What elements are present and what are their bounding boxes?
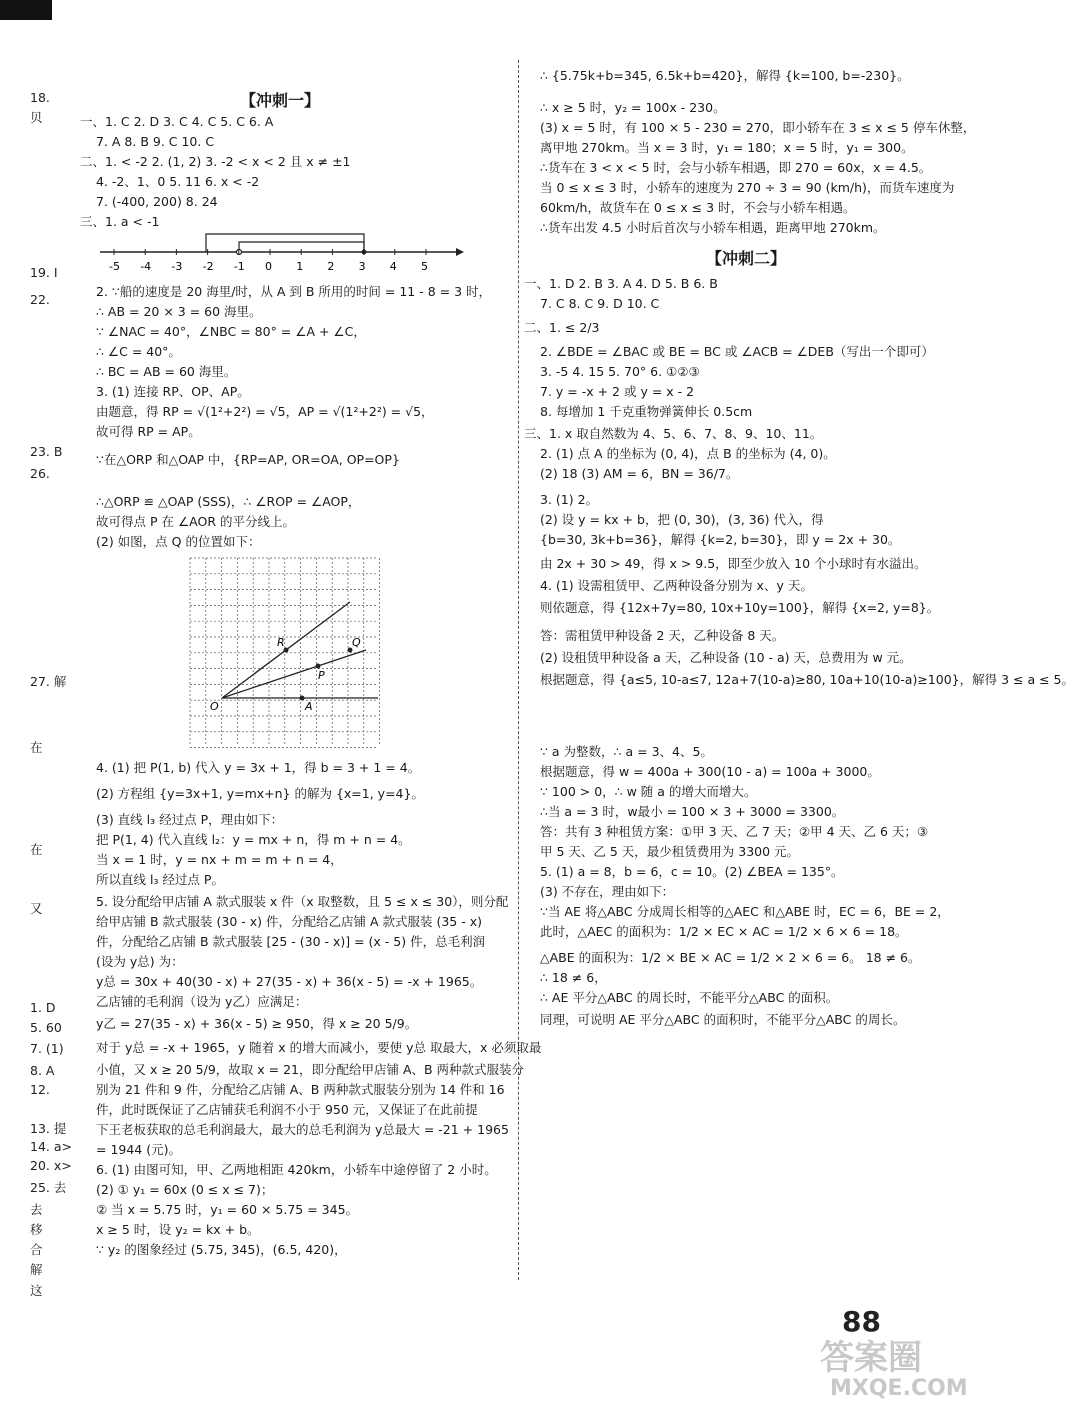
answer-line: (2) 方程组 {y=3x+1, y=mx+n} 的解为 {x=1, y=4}。 — [96, 786, 424, 801]
answer-line: 三、1. a < -1 — [80, 214, 160, 229]
answer-line: ∴ {5.75k+b=345, 6.5k+b=420}，解得 {k=100, b=-230}。 — [540, 68, 910, 83]
scan-edge-bar — [0, 0, 52, 20]
answer-line: ∴ x ≥ 5 时，y₂ = 100x - 230。 — [540, 100, 726, 115]
answer-line: 由题意，得 RP = √(1²+2²) = √5，AP = √(1²+2²) = √5， — [96, 404, 434, 419]
answer-line: 乙店铺的毛利润（设为 y乙）应满足： — [96, 994, 308, 1009]
margin-fragment: 26. — [30, 466, 50, 481]
number-line-tick-label: -2 — [202, 260, 214, 273]
answer-line: 当 x = 1 时，y = nx + m = m + n = 4， — [96, 852, 343, 867]
watermark-logo — [800, 1320, 990, 1415]
watermark-top: 答案圈 — [820, 1338, 922, 1378]
answer-line: ② 当 x = 5.75 时，y₁ = 60 × 5.75 = 345。 — [96, 1202, 359, 1217]
answer-line: 7. y = -x + 2 或 y = x - 2 — [540, 384, 695, 399]
margin-fragment: 25. 去 — [30, 1180, 67, 1195]
answer-line: 5. (1) a = 8，b = 6，c = 10。(2) ∠BEA = 135°。 — [540, 864, 844, 879]
number-line-tick-label: 2 — [327, 260, 335, 273]
answer-line: ∴当 a = 3 时，w最小 = 100 × 3 + 3000 = 3300。 — [540, 804, 845, 819]
answer-line: ∵ ∠NAC = 40°，∠NBC = 80° = ∠A + ∠C， — [96, 324, 366, 339]
answer-line: = 1944 (元)。 — [96, 1142, 181, 1157]
answer-line: 下王老板获取的总毛利润最大，最大的总毛利润为 y总最大 = -21 + 1965 — [96, 1122, 509, 1137]
answer-line: 4. -2、1、0 5. 11 6. x < -2 — [96, 174, 260, 189]
answer-line: ∴△ORP ≌ △OAP (SSS)，∴ ∠ROP = ∠AOP， — [96, 494, 361, 509]
answer-line: ∵ a 为整数，∴ a = 3、4、5。 — [540, 744, 713, 759]
answer-line: ∵当 AE 将△ABC 分成周长相等的△AEC 和△ABE 时，EC = 6，BE = 2， — [540, 904, 950, 919]
answer-line: 2. ∵船的速度是 20 海里/时，从 A 到 B 所用的时间 = 11 - 8 = 3 时， — [96, 284, 492, 299]
answer-line: 7. A 8. B 9. C 10. C — [96, 134, 215, 149]
margin-fragment: 23. B — [30, 444, 63, 459]
margin-fragment: 5. 60 — [30, 1020, 62, 1035]
answer-line: x ≥ 5 时，设 y₂ = kx + b。 — [96, 1222, 260, 1237]
margin-fragment: 12. — [30, 1082, 50, 1097]
answer-line: 故可得点 P 在 ∠AOR 的平分线上。 — [96, 514, 295, 529]
answer-line: 三、1. x 取自然数为 4、5、6、7、8、9、10、11。 — [524, 426, 823, 441]
watermark-bottom: MXQE.COM — [830, 1376, 968, 1401]
section-heading-sprint-2: 【冲刺二】 — [706, 249, 787, 268]
answer-line: (3) 不存在，理由如下： — [540, 884, 675, 899]
margin-fragment: 20. x> — [30, 1158, 72, 1173]
answer-line: ∴货车在 3 < x < 5 时，会与小轿车相遇，即 270 = 60x，x = 4.5。 — [540, 160, 932, 175]
answer-line: 由 2x + 30 > 49，得 x > 9.5，即至少放入 10 个小球时有水溢出。 — [540, 556, 927, 571]
answer-line: 4. (1) 设需租赁甲、乙两种设备分别为 x、y 天。 — [540, 578, 813, 593]
grid-label-q: Q — [352, 636, 361, 649]
answer-line: 当 0 ≤ x ≤ 3 时，小轿车的速度为 270 ÷ 3 = 90 (km/h)，而货车速度为 — [540, 180, 955, 195]
margin-fragment: 8. A — [30, 1063, 55, 1078]
page-number: 88 — [842, 1305, 881, 1338]
margin-fragment: 13. 提 — [30, 1121, 67, 1136]
answer-line: 此时，△AEC 的面积为：1/2 × EC × AC = 1/2 × 6 × 6 = 18。 — [540, 924, 908, 939]
answer-line: y乙 = 27(35 - x) + 36(x - 5) ≥ 950，得 x ≥ 20 5/9。 — [96, 1016, 418, 1031]
column-divider — [518, 60, 519, 1280]
answer-line: 故可得 RP = AP。 — [96, 424, 201, 439]
number-line-tick-label: -1 — [233, 260, 245, 273]
margin-fragment: 又 — [30, 901, 43, 916]
answer-line: ∴ BC = AB = 60 海里。 — [96, 364, 237, 379]
answer-line: 3. (1) 连接 RP、OP、AP。 — [96, 384, 250, 399]
answer-line: 二、1. < -2 2. (1, 2) 3. -2 < x < 2 且 x ≠ ±1 — [80, 154, 351, 169]
answer-line: 6. (1) 由图可知，甲、乙两地相距 420km，小轿车中途停留了 2 小时。 — [96, 1162, 497, 1177]
answer-line: 件，此时既保证了乙店铺获毛利润不小于 950 元，又保证了在此前提 — [96, 1102, 478, 1117]
margin-fragment: 14. a> — [30, 1139, 72, 1154]
answer-line: 答：共有 3 种租赁方案：①甲 3 天、乙 7 天；②甲 4 天、乙 6 天；③ — [540, 824, 929, 839]
answer-line: 把 P(1, 4) 代入直线 l₂：y = mx + n，得 m + n = 4。 — [96, 832, 411, 847]
margin-fragment: 贝 — [30, 110, 43, 125]
ray-oq — [222, 650, 366, 698]
answer-line: ∴ AE 平分△ABC 的周长时，不能平分△ABC 的面积。 — [540, 990, 839, 1005]
answer-line: (设为 y总) 为： — [96, 954, 184, 969]
answer-line: 60km/h，故货车在 0 ≤ x ≤ 3 时，不会与小轿车相遇。 — [540, 200, 856, 215]
answer-line: 甲 5 天、乙 5 天，最少租赁费用为 3300 元。 — [540, 844, 800, 859]
answer-line: 答：需租赁甲种设备 2 天，乙种设备 8 天。 — [540, 628, 785, 643]
number-line-tick-label: 4 — [389, 260, 397, 273]
answer-line: 2. ∠BDE = ∠BAC 或 BE = BC 或 ∠ACB = ∠DEB（写出一个即可） — [540, 344, 934, 359]
number-line-tick-label: -3 — [171, 260, 183, 273]
answer-line: 件，分配给乙店铺 B 款式服装 [25 - (30 - x)] = (x - 5) 件，总毛利润 — [96, 934, 486, 949]
answer-line: 7. (-400, 200) 8. 24 — [96, 194, 218, 209]
grid-label-r: R — [277, 636, 285, 649]
answer-line: 给甲店铺 B 款式服装 (30 - x) 件，分配给乙店铺 A 款式服装 (35 - x) — [96, 914, 482, 929]
grid-label-p: P — [318, 669, 325, 682]
answer-line: ∵ 100 > 0，∴ w 随 a 的增大而增大。 — [540, 784, 757, 799]
answer-line: (2) 18 (3) AM = 6，BN = 36/7。 — [540, 466, 739, 481]
answer-line: 7. C 8. C 9. D 10. C — [540, 296, 660, 311]
number-line-tick-label: 5 — [421, 260, 428, 273]
margin-fragment: 22. — [30, 292, 50, 307]
margin-fragment: 合 — [30, 1242, 43, 1257]
answer-line: (2) 如图，点 Q 的位置如下： — [96, 534, 261, 549]
answer-line: ∵ y₂ 的图象经过 (5.75, 345)，(6.5, 420)， — [96, 1242, 347, 1257]
answer-line: 3. -5 4. 15 5. 70° 6. ①②③ — [540, 364, 700, 379]
answer-line: ∴ 18 ≠ 6， — [540, 970, 607, 985]
number-line-figure — [96, 228, 466, 274]
answer-line: ∵在△ORP 和△OAP 中，{RP=AP, OR=OA, OP=OP} — [96, 452, 400, 467]
margin-fragment: 这 — [30, 1283, 43, 1298]
margin-fragment: 7. (1) — [30, 1041, 64, 1056]
margin-fragment: 去 — [30, 1202, 43, 1217]
answer-line: y总 = 30x + 40(30 - x) + 27(35 - x) + 36(x - 5) = -x + 1965。 — [96, 974, 483, 989]
answer-line: 对于 y总 = -x + 1965，y 随着 x 的增大而减小，要使 y总 取最大，x 必须取最 — [96, 1040, 542, 1055]
margin-fragment: 19. I — [30, 265, 58, 280]
margin-fragment: 在 — [30, 740, 43, 755]
number-line-tick-label: -5 — [109, 260, 120, 273]
answer-line: 小值，又 x ≥ 20 5/9，故取 x = 21，即分配给甲店铺 A、B 两种款式服装分 — [96, 1062, 525, 1077]
answer-line: 则依题意，得 {12x+7y=80, 10x+10y=100}，解得 {x=2, y=8}。 — [540, 600, 940, 615]
answer-line: (2) 设租赁甲种设备 a 天，乙种设备 (10 - a) 天，总费用为 w 元。 — [540, 650, 912, 665]
number-line-tick-label: 3 — [358, 260, 366, 273]
answer-line: 5. 设分配给甲店铺 A 款式服装 x 件（x 取整数，且 5 ≤ x ≤ 30），则分配 — [96, 894, 509, 909]
margin-fragment: 27. 解 — [30, 674, 67, 689]
answer-line: 所以直线 l₃ 经过点 P。 — [96, 872, 224, 887]
answer-line: (3) 直线 l₃ 经过点 P，理由如下： — [96, 812, 284, 827]
margin-fragment: 1. D — [30, 1000, 56, 1015]
answer-line: (3) x = 5 时，有 100 × 5 - 230 = 270，即小轿车在 3 ≤ x ≤ 5 停车休整， — [540, 120, 976, 135]
answer-line: {b=30, 3k+b=36}，解得 {k=2, b=30}，即 y = 2x + 30。 — [540, 532, 901, 547]
number-line-tick-label: -4 — [140, 260, 152, 273]
answer-line: 8. 每增加 1 千克重物弹簧伸长 0.5cm — [540, 404, 753, 419]
answer-line: ∴货车出发 4.5 小时后首次与小轿车相遇，距离甲地 270km。 — [540, 220, 886, 235]
answer-line: 一、1. D 2. B 3. A 4. D 5. B 6. B — [524, 276, 718, 291]
answer-line: ∴ ∠C = 40°。 — [96, 344, 181, 359]
margin-fragment: 在 — [30, 842, 43, 857]
margin-fragment: 移 — [30, 1222, 43, 1237]
answer-line: 4. (1) 把 P(1, b) 代入 y = 3x + 1，得 b = 3 + 1 = 4。 — [96, 760, 421, 775]
answer-line: 3. (1) 2。 — [540, 492, 599, 507]
answer-line: (2) ① y₁ = 60x (0 ≤ x ≤ 7)； — [96, 1182, 274, 1197]
answer-line: 同理，可说明 AE 平分△ABC 的面积时，不能平分△ABC 的周长。 — [540, 1012, 906, 1027]
margin-fragment: 18. — [30, 90, 50, 105]
answer-line: 根据题意，得 w = 400a + 300(10 - a) = 100a + 3000。 — [540, 764, 880, 779]
answer-line: 别为 21 件和 9 件，分配给乙店铺 A、B 两种款式服装分别为 14 件和 16 — [96, 1082, 505, 1097]
number-line-tick-label: 0 — [265, 260, 272, 273]
section-heading-sprint-1: 【冲刺一】 — [240, 91, 321, 110]
answer-line: 二、1. ≤ 2/3 — [524, 320, 600, 335]
answer-line: △ABE 的面积为：1/2 × BE × AC = 1/2 × 2 × 6 = 6。 18 ≠ 6。 — [540, 950, 921, 965]
number-line-tick-label: 1 — [296, 260, 304, 273]
margin-fragment: 解 — [30, 1262, 43, 1277]
grid-label-a: A — [305, 700, 313, 713]
answer-line: (2) 设 y = kx + b，把 (0, 30)，(3, 36) 代入，得 — [540, 512, 824, 527]
answer-line: 根据题意，得 {a≤5, 10-a≤7, 12a+7(10-a)≥80, 10a+10(10-a)≥100}，解得 3 ≤ a ≤ 5。 — [540, 672, 1074, 687]
answer-line: 一、1. C 2. D 3. C 4. C 5. C 6. A — [80, 114, 274, 129]
answer-line: 2. (1) 点 A 的坐标为 (0, 4)，点 B 的坐标为 (4, 0)。 — [540, 446, 836, 461]
grid-figure — [188, 556, 380, 748]
answer-line: ∴ AB = 20 × 3 = 60 海里。 — [96, 304, 262, 319]
answer-line: 离甲地 270km。当 x = 3 时，y₁ = 180；x = 5 时，y₁ = 300。 — [540, 140, 914, 155]
grid-label-o: O — [210, 700, 219, 713]
